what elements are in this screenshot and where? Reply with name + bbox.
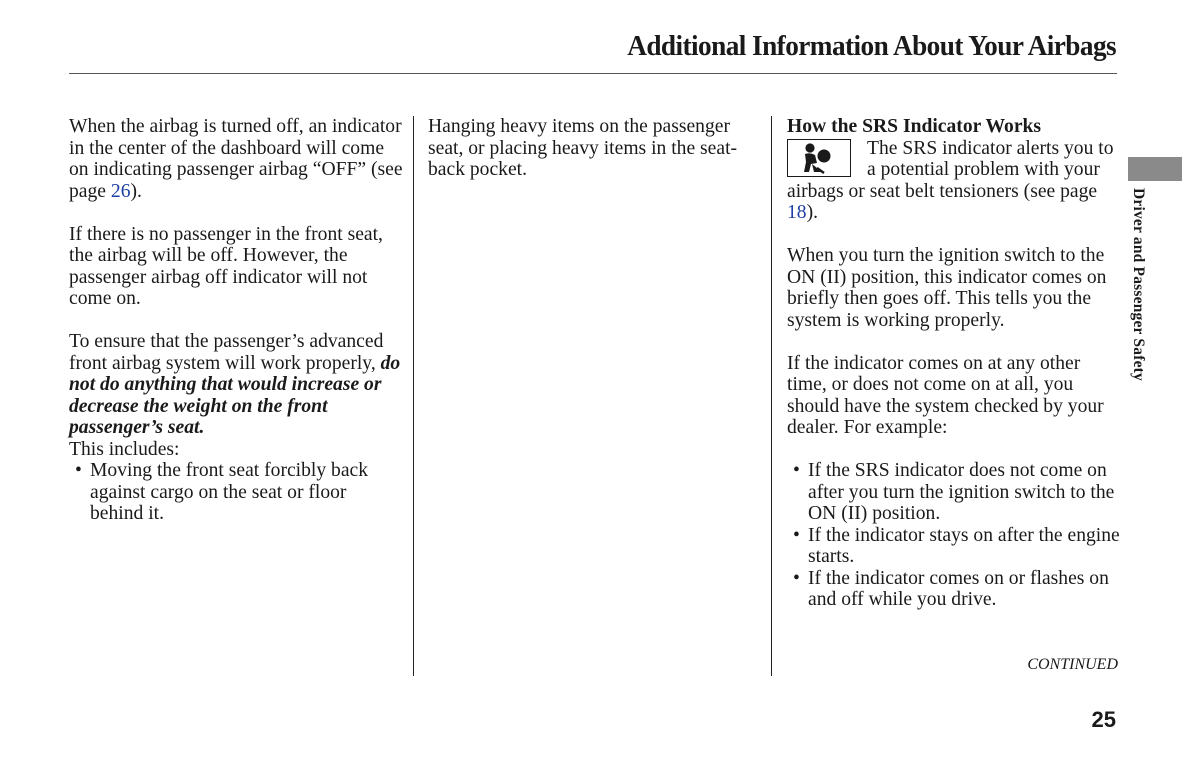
list-item: • If the indicator comes on or flashes on and off while you drive. (787, 568, 1123, 611)
paragraph-text: This includes: (69, 438, 180, 460)
column-divider (771, 116, 772, 676)
column-3 (787, 116, 1123, 611)
paragraph (69, 116, 404, 202)
paragraph: When you turn the ignition switch to the ON (II) position, this indicator comes on briefly then goes off. This tells you the system is working properly. (787, 245, 1107, 331)
paragraph-text: When the airbag is turned off, an indicator in the center of the dashboard will come on indicating passenger airbag “OFF” (see page (69, 116, 403, 202)
paragraph-text: ). (130, 180, 142, 202)
airbag-person-icon (802, 142, 836, 174)
section-tab-marker (1128, 157, 1182, 181)
paragraph (69, 331, 404, 460)
page-title: Additional Information About Your Airbags (627, 30, 1116, 62)
header-divider (69, 73, 1117, 74)
column-1 (69, 116, 404, 525)
list-item: • Moving the front seat forcibly back against cargo on the seat or floor behind it. (69, 460, 404, 525)
column-divider (413, 116, 414, 676)
list-item: • If the SRS indicator does not come on after you turn the ignition switch to the ON (II) position. (787, 460, 1123, 525)
paragraph: Hanging heavy items on the passenger seat, or placing heavy items in the seat-back pocket. (428, 116, 738, 180)
paragraph (787, 116, 1123, 224)
srs-indicator-icon (787, 139, 851, 177)
section-tab-label: Driver and Passenger Safety (1130, 188, 1147, 381)
paragraph-text: The SRS indicator alerts you to a potential problem with your airbags or seat belt tensioners (see page (787, 137, 1114, 202)
paragraph-text: ). (806, 202, 819, 223)
page-number: 25 (1091, 707, 1116, 732)
column-2 (428, 116, 758, 202)
section-heading: How the SRS Indicator Works (787, 116, 1042, 137)
continued-label: CONTINUED (1027, 656, 1118, 673)
paragraph: If the indicator comes on at any other time, or does not come on at all, you should have the system checked by your dealer. For example: (787, 352, 1104, 438)
paragraph-text: To ensure that the passenger’s advanced front airbag system will work properly, (69, 331, 384, 374)
page-reference-link[interactable]: 26 (110, 180, 131, 202)
bullet-list (69, 460, 404, 525)
paragraph: If there is no passenger in the front seat, the airbag will be off. However, the passenger airbag off indicator will not come on. (69, 223, 383, 309)
bullet-list (787, 460, 1123, 611)
list-item: • If the indicator stays on after the engine starts. (787, 525, 1123, 568)
page-reference-link[interactable]: 18 (787, 202, 807, 223)
warning-emphasis: do not do anything that would increase or decrease the weight on the front passenger’s seat. (69, 352, 401, 438)
